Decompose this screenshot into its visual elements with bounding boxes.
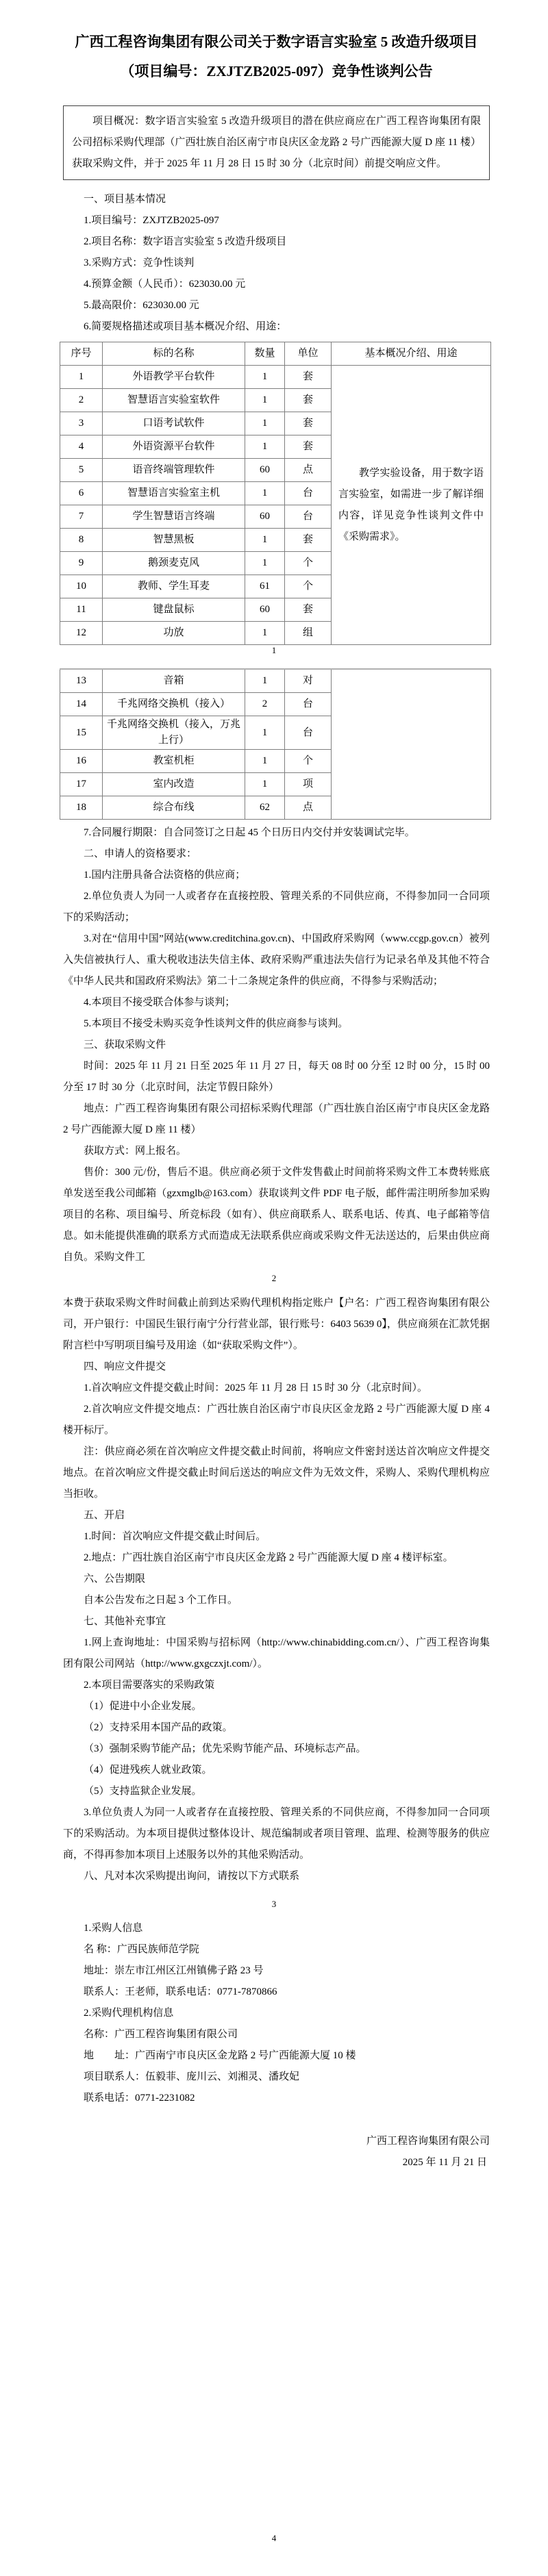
cell-no: 18 [60, 796, 103, 820]
doc-obtain-time: 时间：2025 年 11 月 21 日至 2025 年 11 月 27 日，每天 08 时 00 分至 12 时 00 分，15 时 00 分至 17 时 30 分（北京时间，法定节假日除外） [63, 1061, 490, 1093]
cell-qty: 1 [245, 529, 285, 552]
page-3 [0, 1286, 548, 1912]
section-3-heading: 三、获取采购文件 [84, 1039, 166, 1050]
cell-unit: 台 [285, 505, 332, 529]
cell-name: 千兆网络交换机（接入，万兆上行） [103, 716, 245, 750]
doc-obtain-place: 地点：广西工程咨询集团有限公司招标采购代理部（广西壮族自治区南宁市良庆区金龙路 2 号广西能源大厦 D 座 11 楼） [63, 1103, 490, 1135]
items-table-part1 [60, 342, 491, 645]
max-price: 5.最高限价：623030.00 元 [84, 300, 199, 311]
cell-qty: 1 [245, 716, 285, 750]
contract-period: 7.合同履行期限：自合同签订之日起 45 个日历日内交付并安装调试完毕。 [84, 827, 415, 838]
supplement-3: 3.单位负责人为同一人或者存在直接控股、管理关系的不同供应商，不得参加同一合同项下的采购活动。为本项目提供过整体设计、规范编制或者项目管理、监理、检测等服务的供应商，不得再参加本项目上述服务以外的其他采购活动。 [63, 1807, 490, 1860]
cell-unit: 对 [285, 669, 332, 693]
signature-date: 2025 年 11 月 21 日 [402, 2157, 487, 2168]
cell-no: 8 [60, 529, 103, 552]
col-header-no: 序号 [60, 342, 103, 366]
page-1 [0, 0, 548, 659]
cell-qty: 1 [245, 482, 285, 505]
policy-4: （4）促进残疾人就业政策。 [84, 1765, 212, 1776]
cell-unit: 套 [285, 529, 332, 552]
cell-qty: 1 [245, 669, 285, 693]
qualification-1: 1.国内注册具备合法资格的供应商； [84, 870, 246, 881]
qualification-5: 5.本项目不接受未购买竞争性谈判文件的供应商参与谈判。 [84, 1018, 349, 1029]
agency-phone: 联系电话：0771-2231082 [84, 2093, 195, 2104]
online-query-urls: 1.网上查询地址：中国采购与招标网（http://www.chinabidding.com.cn/）、广西工程咨询集团有限公司网站（http://www.gxgczxjt.com/）。 [63, 1637, 490, 1669]
cell-name: 语音终端管理软件 [103, 459, 245, 482]
cell-name: 学生智慧语言终端 [103, 505, 245, 529]
policy-1: （1）促进中小企业发展。 [84, 1701, 202, 1712]
qualification-3: 3.对在“信用中国”网站(www.creditchina.gov.cn)、中国政府采购网（www.ccgp.gov.cn）被列入失信被执行人、重大税收违法失信主体、政府采购严重违法失信行为记录名单及其他不符合《中华人民共和国政府采购法》第二十二条规定条件的供应商，不得参与采购活动； [63, 933, 490, 987]
cell-name: 教师、学生耳麦 [103, 575, 245, 598]
section-6-heading: 六、公告期限 [84, 1574, 146, 1584]
section-2-heading: 二、申请人的资格要求： [84, 848, 197, 859]
response-place: 2.首次响应文件提交地点：广西壮族自治区南宁市良庆区金龙路 2 号广西能源大厦 D 座 4 楼开标厅。 [63, 1404, 490, 1436]
section-7-heading: 七、其他补充事宜 [84, 1616, 166, 1627]
col-header-qty: 数量 [245, 342, 285, 366]
cell-qty: 1 [245, 435, 285, 459]
opening-time: 1.时间：首次响应文件提交截止时间后。 [84, 1531, 266, 1542]
cell-no: 1 [60, 366, 103, 389]
qualification-2: 2.单位负责人为同一人或者存在直接控股、管理关系的不同供应商，不得参加同一合同项下的采购活动； [63, 891, 490, 923]
cell-no: 6 [60, 482, 103, 505]
agency-info-heading: 2.采购代理机构信息 [84, 2008, 174, 2019]
policy-5: （5）支持监狱企业发展。 [84, 1786, 202, 1797]
cell-name: 智慧黑板 [103, 529, 245, 552]
cell-name: 鹅颈麦克风 [103, 552, 245, 575]
cell-no: 17 [60, 773, 103, 796]
cell-name: 智慧语言实验室主机 [103, 482, 245, 505]
cell-no: 10 [60, 575, 103, 598]
items-description-cell-empty [332, 669, 491, 820]
cell-qty: 1 [245, 750, 285, 773]
spec-description-label: 6.简要规格描述或项目基本概况介绍、用途： [84, 321, 287, 332]
purchaser-contact: 联系人：王老师，联系电话：0771-7870866 [84, 1986, 277, 1997]
project-name: 2.项目名称：数字语言实验室 5 改造升级项目 [84, 236, 287, 247]
cell-name: 键盘鼠标 [103, 598, 245, 622]
cell-qty: 1 [245, 622, 285, 645]
qualification-4: 4.本项目不接受联合体参与谈判； [84, 997, 236, 1008]
cell-no: 4 [60, 435, 103, 459]
cell-no: 13 [60, 669, 103, 693]
project-overview-box [63, 105, 490, 180]
section-5-heading: 五、开启 [84, 1510, 125, 1521]
doc-obtain-method: 获取方式：网上报名。 [84, 1146, 187, 1157]
response-deadline: 1.首次响应文件提交截止时间：2025 年 11 月 28 日 15 时 30 分（北京时间）。 [84, 1382, 427, 1393]
doc-price-paragraph: 售价：300 元/份，售后不退。供应商必须于文件发售截止时间前将采购文件工本费转账底单发送至我公司邮箱（gzxmglb@163.com）获取谈判文件 PDF 电子版，邮件需注明所参加采购项目的名称、项目编号、所竞标段（如有）、供应商联系人、联系电话、传真、电子邮箱等信息。如未能提供准确的联系方式而造成无法联系供应商或采购文件无法送达的，后果由供应商自负。采购文件工 [63, 1167, 490, 1263]
agency-address: 地 址：广西南宁市良庆区金龙路 2 号广西能源大厦 10 楼 [84, 2050, 356, 2061]
cell-qty: 60 [245, 598, 285, 622]
cell-no: 12 [60, 622, 103, 645]
cell-name: 室内改造 [103, 773, 245, 796]
items-description-cell: 教学实验设备，用于数字语言实验室，如需进一步了解详细内容，详见竞争性谈判文件中《采购需求》。 [332, 366, 491, 645]
cell-no: 16 [60, 750, 103, 773]
cell-no: 7 [60, 505, 103, 529]
cell-unit: 台 [285, 693, 332, 716]
cell-unit: 个 [285, 552, 332, 575]
purchaser-address: 地址：崇左市江州区江州镇佛子路 23 号 [84, 1965, 264, 1976]
cell-name: 外语教学平台软件 [103, 366, 245, 389]
cell-no: 2 [60, 389, 103, 412]
cell-qty: 1 [245, 773, 285, 796]
agency-contacts: 项目联系人：伍毅菲、庞川云、刘湘灵、潘玫妃 [84, 2071, 300, 2082]
cell-qty: 62 [245, 796, 285, 820]
opening-place: 2.地点：广西壮族自治区南宁市良庆区金龙路 2 号广西能源大厦 D 座 4 楼评标室。 [84, 1552, 453, 1563]
cell-qty: 60 [245, 459, 285, 482]
cell-qty: 1 [245, 366, 285, 389]
policy-heading: 2.本项目需要落实的采购政策 [84, 1680, 215, 1691]
cell-unit: 套 [285, 366, 332, 389]
purchaser-info-heading: 1.采购人信息 [84, 1923, 143, 1934]
cell-qty: 60 [245, 505, 285, 529]
cell-unit: 台 [285, 482, 332, 505]
cell-name: 智慧语言实验室软件 [103, 389, 245, 412]
policy-2: （2）支持采用本国产品的政策。 [84, 1722, 233, 1733]
cell-unit: 点 [285, 796, 332, 820]
cell-unit: 套 [285, 389, 332, 412]
cell-no: 9 [60, 552, 103, 575]
cell-name: 综合布线 [103, 796, 245, 820]
page-number-4: 4 [271, 2533, 277, 2543]
section-8-heading: 八、凡对本次采购提出询问，请按以下方式联系 [84, 1871, 300, 1882]
agency-name: 名称：广西工程咨询集团有限公司 [84, 2029, 238, 2040]
page-number-1: 1 [271, 645, 277, 655]
cell-no: 11 [60, 598, 103, 622]
cell-name: 教室机柜 [103, 750, 245, 773]
cell-qty: 1 [245, 389, 285, 412]
cell-name: 音箱 [103, 669, 245, 693]
cell-qty: 2 [245, 693, 285, 716]
table-row [60, 366, 491, 389]
cell-no: 5 [60, 459, 103, 482]
cell-unit: 套 [285, 435, 332, 459]
items-table-part2 [60, 668, 491, 820]
cell-no: 14 [60, 693, 103, 716]
cell-unit: 套 [285, 412, 332, 435]
page-number-3: 3 [271, 1899, 277, 1909]
title-line-1: 广西工程咨询集团有限公司关于数字语言实验室 5 改造升级项目 [75, 34, 478, 50]
project-overview-text: 项目概况：数字语言实验室 5 改造升级项目的潜在供应商应在广西工程咨询集团有限公司招标采购代理部（广西壮族自治区南宁市良庆区金龙路 2 号广西能源大厦 D 座 11 楼）获取采购文件，并于 2025 年 11 月 28 日 15 时 30 分（北京时间）前提交响应文件。 [72, 116, 481, 169]
title-line-2: （项目编号：ZXJTZB2025-097）竞争性谈判公告 [120, 63, 433, 79]
cell-no: 15 [60, 716, 103, 750]
signature-org: 广西工程咨询集团有限公司 [366, 2136, 490, 2147]
section-4-heading: 四、响应文件提交 [84, 1361, 166, 1372]
cell-unit: 个 [285, 575, 332, 598]
budget-amount: 4.预算金额（人民币）：623030.00 元 [84, 279, 246, 290]
cell-qty: 1 [245, 552, 285, 575]
cell-qty: 1 [245, 412, 285, 435]
cell-unit: 项 [285, 773, 332, 796]
project-number: 1.项目编号：ZXJTZB2025-097 [84, 215, 219, 226]
doc-price-paragraph-continued: 本费于获取采购文件时间截止前到达采购代理机构指定账户【户名：广西工程咨询集团有限公司，开户银行：中国民生银行南宁分行营业部，银行账号：6403 5639 0】，供应商须在汇款凭据附言栏中写明项目编号及用途（如“获取采购文件”）。 [63, 1298, 490, 1351]
section-1-heading: 一、项目基本情况 [84, 194, 166, 205]
announcement-period: 自本公告发布之日起 3 个工作日。 [84, 1595, 238, 1606]
response-note: 注：供应商必须在首次响应文件提交截止时间前，将响应文件密封送达首次响应文件提交地点。在首次响应文件提交截止时间后送达的响应文件为无效文件，采购人、采购代理机构应当拒收。 [63, 1446, 490, 1500]
cell-unit: 套 [285, 598, 332, 622]
cell-no: 3 [60, 412, 103, 435]
cell-name: 千兆网络交换机（接入） [103, 693, 245, 716]
purchaser-name: 名 称：广西民族师范学院 [84, 1944, 199, 1955]
page-4 [0, 1912, 548, 2576]
cell-unit: 个 [285, 750, 332, 773]
items-table-header [60, 342, 491, 366]
cell-name: 功放 [103, 622, 245, 645]
procurement-method: 3.采购方式：竞争性谈判 [84, 257, 195, 268]
cell-unit: 点 [285, 459, 332, 482]
page-2 [0, 659, 548, 1286]
policy-3: （3）强制采购节能产品；优先采购节能产品、环境标志产品。 [84, 1743, 366, 1754]
cell-unit: 台 [285, 716, 332, 750]
page-number-2: 2 [271, 1273, 277, 1283]
table-row [60, 669, 491, 693]
table-header-row [60, 342, 491, 366]
cell-name: 外语资源平台软件 [103, 435, 245, 459]
document-title [63, 27, 490, 86]
col-header-unit: 单位 [285, 342, 332, 366]
col-header-name: 标的名称 [103, 342, 245, 366]
cell-unit: 组 [285, 622, 332, 645]
col-header-desc: 基本概况介绍、用途 [332, 342, 491, 366]
cell-name: 口语考试软件 [103, 412, 245, 435]
cell-qty: 61 [245, 575, 285, 598]
signature-block [63, 2131, 490, 2173]
